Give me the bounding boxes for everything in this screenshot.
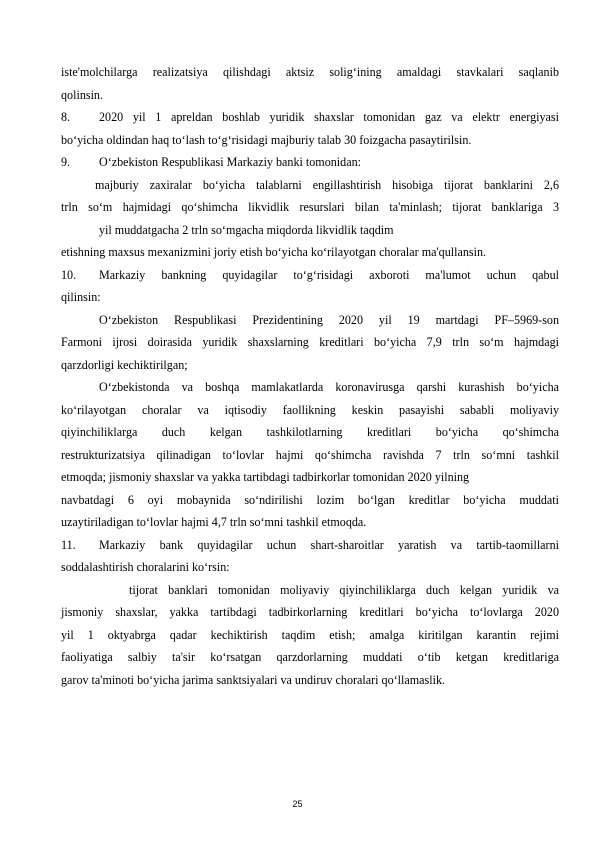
numbered-item-8 — [61, 106, 559, 129]
numbered-item-10 — [61, 264, 559, 287]
text-line: bo‘yicha oldindan haq to‘lash to‘g‘risidagi majburiy talab 30 foizgacha pasaytirilsin. — [61, 132, 472, 147]
text-line: qiyinchiliklarga duch kelgan tashkilotlarning kreditlari bo‘yicha qo‘shimcha — [61, 425, 559, 439]
item-number: 8. — [61, 110, 71, 124]
text-line: ko‘rilayotgan choralar va iqtisodiy faollikning keskin pasayishi sababli moliyaviy — [61, 402, 559, 417]
text-line: etmoqda; jismoniy shaxslar va yakka tartibdagi tadbirkorlar tomonidan 2020 yilning — [61, 470, 470, 484]
text-line: yil 1 oktyabrga qadar kechiktirish taqdim etish; amalga kiritilgan karantin rejimi — [61, 627, 559, 642]
text-line: O‘zbekiston Respublikasi Markaziy banki tomonidan: — [99, 155, 361, 169]
numbered-item-11 — [61, 534, 559, 557]
text-line: majburiy zaxiralar bo‘yicha talablarni engillashtirish hisobiga tijorat banklarini 2,6 — [95, 177, 559, 192]
text-line: navbatdagi 6 oyi mobaynida so‘ndirilishi lozim bo‘lgan kreditlar bo‘yicha muddati — [61, 492, 559, 507]
text-line: Farmoni ijrosi doirasida yuridik shaxslarning kreditlari bo‘yicha 7,9 trln so‘m hajmdagi — [61, 335, 559, 349]
item-number: 10. — [61, 267, 77, 282]
text-line: qilinsin: — [61, 290, 101, 304]
text-line: etishning maxsus mexanizmini joriy etish bo‘yicha ko‘rilayotgan choralar ma'qullansin. — [61, 245, 487, 259]
text-line: O‘zbekiston Respublikasi Prezidentining 2020 yil 19 martdagi PF–5969-son — [99, 312, 559, 327]
text-line: faoliyatiga salbiy ta'sir ko‘rsatgan qarzdorlarning muddati o‘tib ketgan kreditlariga — [61, 650, 559, 664]
text-line: qarzdorligi kechiktirilgan; — [61, 357, 188, 372]
text-line: restrukturizatsiya qilinadigan to‘lovlar hajmi qo‘shimcha ravishda 7 trln so‘mni tashkil — [61, 447, 559, 462]
text-line: iste'molchilarga realizatsiya qilishdagi aktsiz solig‘ining amaldagi stavkalari saqlanib — [61, 65, 559, 79]
text-line: qolinsin. — [61, 87, 103, 102]
numbered-item-9 — [61, 151, 559, 174]
text-line: O‘zbekistonda va boshqa mamlakatlarda koronavirusga qarshi kurashish bo‘yicha — [99, 380, 559, 394]
item-number: 11. — [61, 537, 76, 552]
page-number: 25 — [292, 799, 303, 809]
text-line: 2020 yil 1 apreldan boshlab yuridik shaxslar tomonidan gaz va elektr energiyasi — [99, 110, 559, 124]
text-line: Markaziy bankning quyidagilar to‘g‘risidagi axboroti ma'lumot uchun qabul — [99, 267, 559, 282]
text-line: jismoniy shaxslar, yakka tartibdagi tadbirkorlarning kreditlari bo‘yicha to‘lovlarga 2020 — [61, 605, 559, 619]
text-line: uzaytiriladigan to‘lovlar hajmi 4,7 trln so‘mni tashkil etmoqda. — [61, 515, 367, 529]
text-line: trln so‘m hajmidagi qo‘shimcha likvidlik resurslari bilan ta'minlash; tijorat banklariga 3 — [61, 200, 559, 214]
item-number: 9. — [61, 155, 71, 169]
text-line: yil muddatgacha 2 trln so‘mgacha miqdorda likvidlik taqdim — [99, 222, 394, 237]
text-line: Markaziy bank quyidagilar uchun shart-sharoitlar yaratish va tartib-taomillarni — [99, 537, 559, 552]
text-line: garov ta'minoti bo‘yicha jarima sanktsiyalari va undiruv choralari qo‘llamaslik. — [61, 672, 446, 687]
text-line: tijorat banklari tomonidan moliyaviy qiyinchiliklarga duch kelgan yuridik va — [129, 582, 559, 597]
document-body — [61, 61, 559, 691]
text-line: soddalashtirish choralarini ko‘rsin: — [61, 560, 230, 574]
